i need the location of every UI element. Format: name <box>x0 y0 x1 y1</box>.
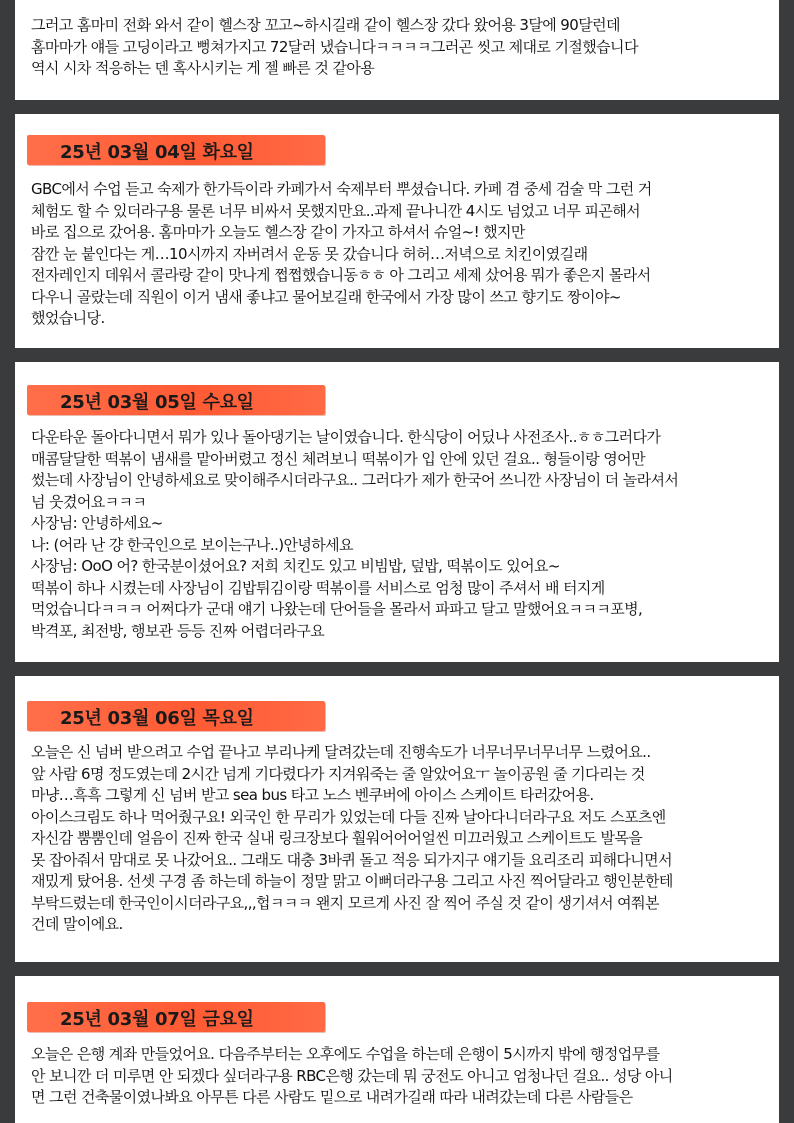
entry-date: 25년 03월 04일 화요일 <box>60 142 254 163</box>
entry-date: 25년 03월 07일 금요일 <box>60 1009 254 1030</box>
entry-line: 마냥…흑흑 그렇게 신 넘버 받고 sea bus 타고 노스 벤쿠버에 아이스 스케이트 타러갔어용. <box>31 786 594 804</box>
diary-entry-card-3 <box>15 676 779 962</box>
entry-date: 25년 03월 06일 목요일 <box>60 708 254 729</box>
entry-line: 체험도 할 수 있더라구용 물론 너무 비싸서 못했지만요..과제 끝나니깐 4시도 넘었고 너무 피곤해서 <box>31 201 641 220</box>
entry-line: 오늘은 신 넘버 받으려고 수업 끝나고 부리나케 달려갔는데 진행속도가 너무너무너무너무 느렸어요.. <box>31 743 651 761</box>
diary-entry-card-2 <box>15 362 779 662</box>
entry-body <box>15 179 652 330</box>
entry-line: GBC에서 수업 듣고 숙제가 한가득이라 카페가서 숙제부터 뿌셨습니다. 카페 겸 중세 검술 막 그런 거 <box>31 180 652 198</box>
entry-line: 앞 사람 6명 정도였는데 2시간 넘게 기다렸다가 지겨워죽는 줄 알았어요ㅜ 놀이공원 줄 기다리는 것 <box>31 764 645 783</box>
entry-line: 그러고 홈마미 전화 와서 같이 헬스장 꼬고~하시길래 같이 헬스장 갔다 왔어용 3달에 90달런데 <box>31 16 620 34</box>
diary-entry-card-1 <box>15 114 779 348</box>
date-banner <box>27 701 325 731</box>
date-banner <box>27 385 325 415</box>
entry-line: 부탁드렸는데 한국인이시더라구요,,,헙ㅋㅋㅋ 왠지 모르게 사진 잘 찍어 주실 것 같이 생기셔서 여쭤본 <box>31 893 659 912</box>
entry-line: 사장님: 안녕하세요~ <box>31 514 163 532</box>
entry-line: 면 그런 건축물이였나봐요 아무튼 다른 사람도 밑으로 내려가길래 따라 내려갔는데 다른 사람들은 <box>31 1088 633 1106</box>
entry-line: 박격포, 최전방, 행보관 등등 진짜 어렵더라구요 <box>31 621 325 640</box>
entry-line: 썼는데 사장님이 안녕하세요로 맞이해주시더라구요.. 그러다가 제가 한국어 쓰니깐 사장님이 더 놀라셔서 <box>31 471 679 489</box>
date-banner <box>27 135 325 165</box>
entry-body <box>15 427 678 642</box>
entry-line: 자신감 뿜뿜인데 얼음이 진짜 한국 실내 링크장보다 훨워어어어얼씬 미끄러웠고 스케이트도 발목을 <box>31 829 643 847</box>
entry-line: 바로 집으로 갔어용. 홈마마가 오늘도 헬스장 같이 가자고 하셔서 슈얼~! 했지만 <box>31 223 525 241</box>
entry-body <box>15 742 673 936</box>
entry-line: 다운타운 돌아다니면서 뭐가 있나 돌아댕기는 날이였습니다. 한식당이 어딨나 사전조사..ㅎㅎ그러다가 <box>31 428 661 446</box>
entry-line: 사장님: OoO 어? 한국분이셨어요? 저희 치킨도 있고 비빔밥, 덮밥, 떡볶이도 있어요~ <box>31 557 560 575</box>
date-banner <box>27 1002 325 1032</box>
entry-line: 떡볶이 하나 시켰는데 사장님이 김밥튀김이랑 떡볶이를 서비스로 엄청 많이 주셔서 배 터지게 <box>31 578 605 597</box>
entry-line: 오늘은 은행 계좌 만들었어요. 다음주부터는 오후에도 수업을 하는데 은행이 5시까지 밖에 행정업무를 <box>31 1045 660 1063</box>
diary-entry-card-0 <box>15 0 779 100</box>
entry-line: 먹었습니다ㅋㅋㅋ 어쩌다가 군대 얘기 나왔는데 단어들을 몰라서 파파고 달고 말했어요ㅋㅋㅋ포병, <box>31 600 643 618</box>
entry-body <box>15 1044 673 1109</box>
entry-line: 매콤달달한 떡볶이 냄새를 맡아버렸고 정신 체려보니 떡볶이가 입 안에 있던 걸요.. 형들이랑 영어만 <box>31 449 645 468</box>
diary-entry-card-4 <box>15 976 779 1123</box>
entry-line: 넘 웃겼어요ㅋㅋㅋ <box>31 492 147 511</box>
entry-line: 다우니 골랐는데 직원이 이거 냄새 좋냐고 물어보길래 한국에서 가장 많이 쓰고 향기도 짱이야~ <box>31 287 621 306</box>
entry-line: 못 잡아줘서 맘대로 못 나갔어요.. 그래도 대충 3바퀴 돌고 적응 되가지구 얘기들 요리조리 피해다니면서 <box>31 850 672 869</box>
entry-line: 건데 말이에요. <box>31 915 123 933</box>
entry-line: 전자레인지 데워서 콜라랑 같이 맛나게 쩝쩝했습니동ㅎㅎ 아 그리고 세제 샀어용 뭐가 좋은지 몰라서 <box>31 266 651 284</box>
entry-date: 25년 03월 05일 수요일 <box>60 392 254 413</box>
entry-line: 아이스크림도 하나 먹어줬구요! 외국인 한 무리가 있었는데 다들 진짜 날아다니더라구요 저도 스포츠엔 <box>31 807 666 826</box>
entry-body <box>15 15 638 80</box>
entry-line: 잠깐 눈 붙인다는 게…10시까지 자버려서 운동 못 갔습니다 허허…저녁으로 치킨이였길래 <box>31 244 588 263</box>
entry-line: 홈마마가 얘들 고딩이라고 뻥쳐가지고 72달러 냈습니다ㅋㅋㅋㅋ그러곤 씻고 제대로 기절했습니다 <box>31 37 638 56</box>
entry-line: 나: (어라 난 걍 한국인으로 보이는구나..)안녕하세요 <box>31 535 353 554</box>
entry-line: 재밌게 탔어용. 선셋 구경 좀 하는데 하늘이 정말 맑고 이뻐더라구용 그리고 사진 찍어달라고 행인분한테 <box>31 872 673 890</box>
entry-line: 했었습니당. <box>31 309 105 327</box>
entry-line: 역시 시차 적응하는 덴 혹사시키는 게 젤 빠른 것 같아용 <box>31 59 375 77</box>
entry-line: 안 보니깐 더 미루면 안 되겠다 싶더라구용 RBC은행 갔는데 뭐 궁전도 아니고 엄청나던 걸요.. 성당 아니 <box>31 1066 673 1085</box>
